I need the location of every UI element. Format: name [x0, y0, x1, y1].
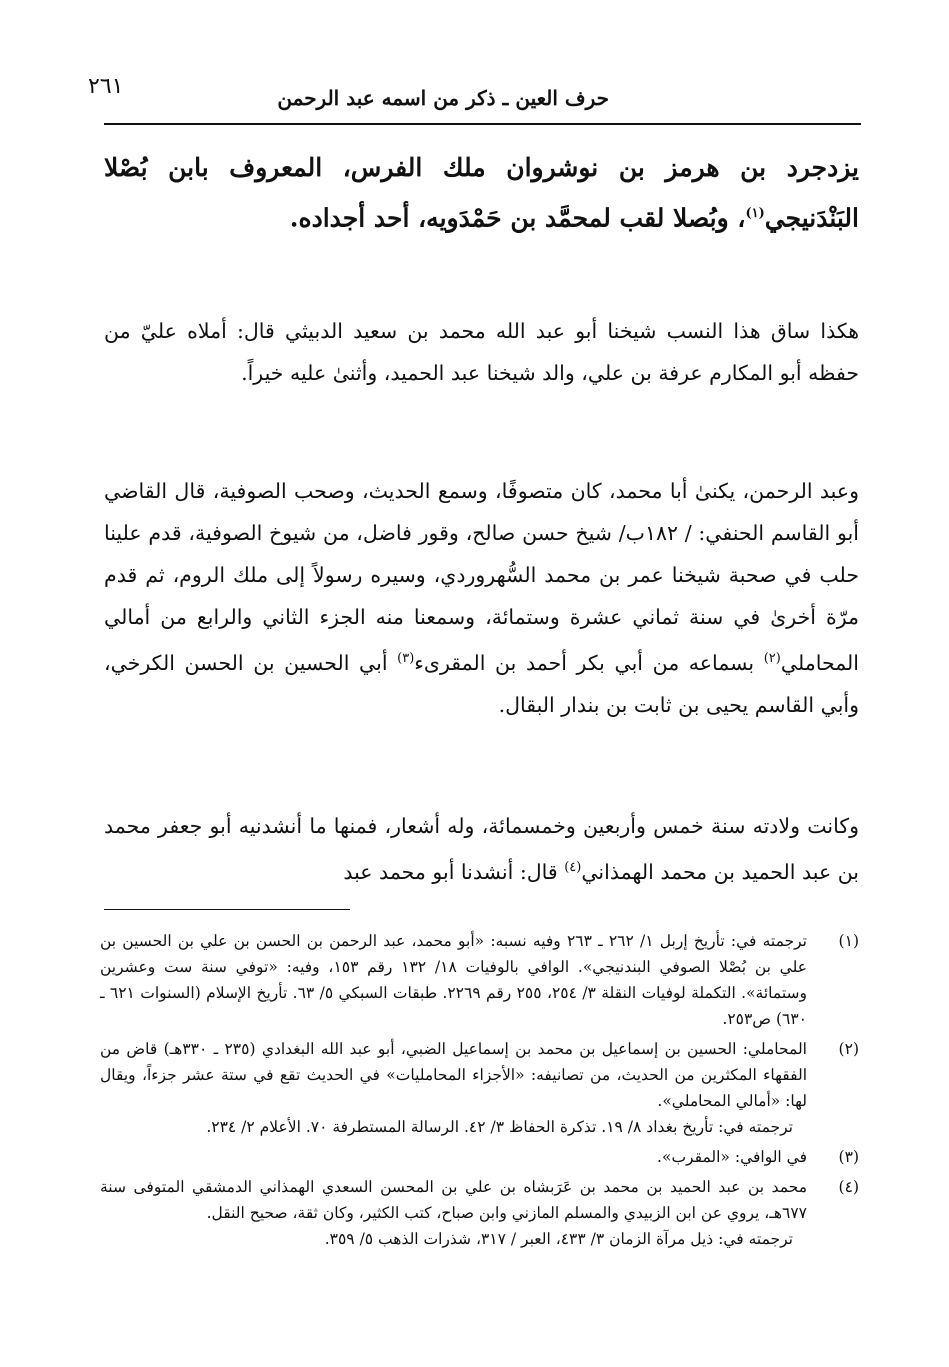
footnote-3 — [100, 1144, 859, 1170]
footnote-1 — [100, 928, 859, 1032]
footnote-line: ترجمته في: تأريخ بغداد ٨/ ١٩. تذكرة الحفاظ ٣/ ٤٢. الرسالة المستطرفة ٧٠. الأعلام ٢/ ٢٣٤. — [206, 1118, 793, 1136]
paragraph-birth-a: وكانت ولادته سنة خمس وأربعين وخمسمائة، وله أشعار، فمنها ما أنشدنيه أبو جعفر محمد بن عبد الحميد بن محمد الهمذاني — [104, 814, 859, 884]
footnote-line: محمد بن عبد الحميد بن محمد بن عَرَبشاه بن علي بن المحسن السعدي الهمذاني الدمشقي المتوفى سنة ٦٧٧هـ، يروي عن ابن الزبيدي والمسلم المازني وابن صباح، كتب الكثير، وكان ثقة، صحيح النقل. — [100, 1178, 807, 1222]
footnote-number: (١) — [838, 932, 859, 950]
footnote-number: (٢) — [838, 1040, 859, 1058]
footnote-number: (٣) — [838, 1148, 859, 1166]
paragraph-biography-c: أبي الحسين بن الحسن الكرخي، وأبي القاسم يحيى بن ثابت بن بندار البقال. — [104, 650, 859, 717]
paragraph-birth-b: قال: أنشدنا أبو محمد عبد — [343, 859, 565, 884]
footnote-text — [100, 1036, 807, 1140]
footnote-line: ترجمته في: ذيل مرآة الزمان ٣/ ٤٣٣، العبر / ٣١٧، شذرات الذهب ٥/ ٣٥٩. — [324, 1230, 793, 1248]
footnotes — [100, 928, 859, 1256]
footnote-4 — [100, 1174, 859, 1252]
paragraph-lineage — [104, 310, 859, 394]
header-rule — [104, 123, 861, 125]
paragraph-biography — [104, 470, 859, 726]
footnote-ref-4[interactable]: (٤) — [564, 860, 582, 875]
footnote-ref-1[interactable]: (١) — [745, 206, 765, 221]
lead-line-2a: البَنْدَنيجي — [764, 203, 859, 233]
footnote-ref-3[interactable]: (٣) — [397, 651, 415, 666]
paragraph-biography-a: وعبد الرحمن، يكنىٰ أبا محمد، كان متصوفًا، وسمع الحديث، وصحب الصوفية، قال القاضي أبو القاسم الحنفي: / ١٨٢ب/ شيخ حسن صالح، وقور فاضل، من شيوخ الصوفية، قدم علينا حلب في صحبة شيخنا عمر بن محمد السُّهروردي، وسيره رسولاً إلى ملك الروم، ثم قدم مرّة أخرىٰ في سنة ثماني عشرة وستمائة، وسمعنا منه الجزء الثاني والرابع من أمالي المحاملي — [104, 479, 859, 675]
footnote-text — [100, 928, 807, 1032]
paragraph-biography-b: بسماعه من أبي بكر أحمد بن المقرىء — [414, 650, 764, 675]
footnote-line: المحاملي: الحسين بن إسماعيل بن محمد بن إسماعيل الضبي، أبو عبد الله البغدادي (٢٣٥ ـ ٣٣٠هـ) قاض من الفقهاء المكثرين من الحديث، من تصانيفه: «الأجزاء المحامليات» في الحديث تقع في ستة عشر جزءاً، ويقال لها: «أمالي المحاملي». — [100, 1040, 807, 1110]
footnote-rule — [104, 909, 350, 910]
footnote-text — [100, 1174, 807, 1252]
footnote-ref-2[interactable]: (٢) — [763, 651, 781, 666]
footnote-number: (٤) — [838, 1178, 859, 1196]
paragraph-lineage-text: هكذا ساق هذا النسب شيخنا أبو عبد الله محمد بن سعيد الدبيثي قال: أملاه عليّ من حفظه أبو المكارم عرفة بن علي، والد شيخنا عبد الحميد، وأثنىٰ عليه خيراً. — [104, 319, 859, 385]
lead-line-2b: ، وبُصلا لقب لمحمَّد بن حَمْدَويه، أحد أجداده. — [289, 203, 746, 233]
page-number: ٢٦١ — [88, 74, 124, 99]
lead-line-1: يزدجرد بن هرمز بن نوشروان ملك الفرس، المعروف بابن بُصْلا — [104, 153, 859, 182]
running-header: حرف العين ـ ذكر من اسمه عبد الرحمن — [277, 86, 609, 110]
footnote-text — [100, 1144, 807, 1170]
footnote-2 — [100, 1036, 859, 1140]
lead-paragraph — [104, 145, 859, 241]
paragraph-birth — [104, 805, 859, 893]
footnote-line: في الوافي: «المقرب». — [657, 1148, 807, 1166]
footnote-line: ترجمته في: تأريخ إربل ١/ ٢٦٢ ـ ٢٦٣ وفيه نسبه: «أبو محمد، عبد الرحمن بن الحسن بن علي بن الحسين بن علي بن بُصْلا الصوفي البندنيجي». الوافي بالوفيات ١٨/ ١٣٢ رقم ١٥٣، وفيه: «توفي سنة ست وعشرين وستمائة». التكملة لوفيات النقلة ٣/ ٢٥٤، ٢٥٥ رقم ٢٢٦٩. طبقات السبكي ٥/ ٦٣. تأريخ الإسلام (السنوات ٦٢١ ـ ٦٣٠) ص٢٥٣. — [100, 932, 807, 1028]
